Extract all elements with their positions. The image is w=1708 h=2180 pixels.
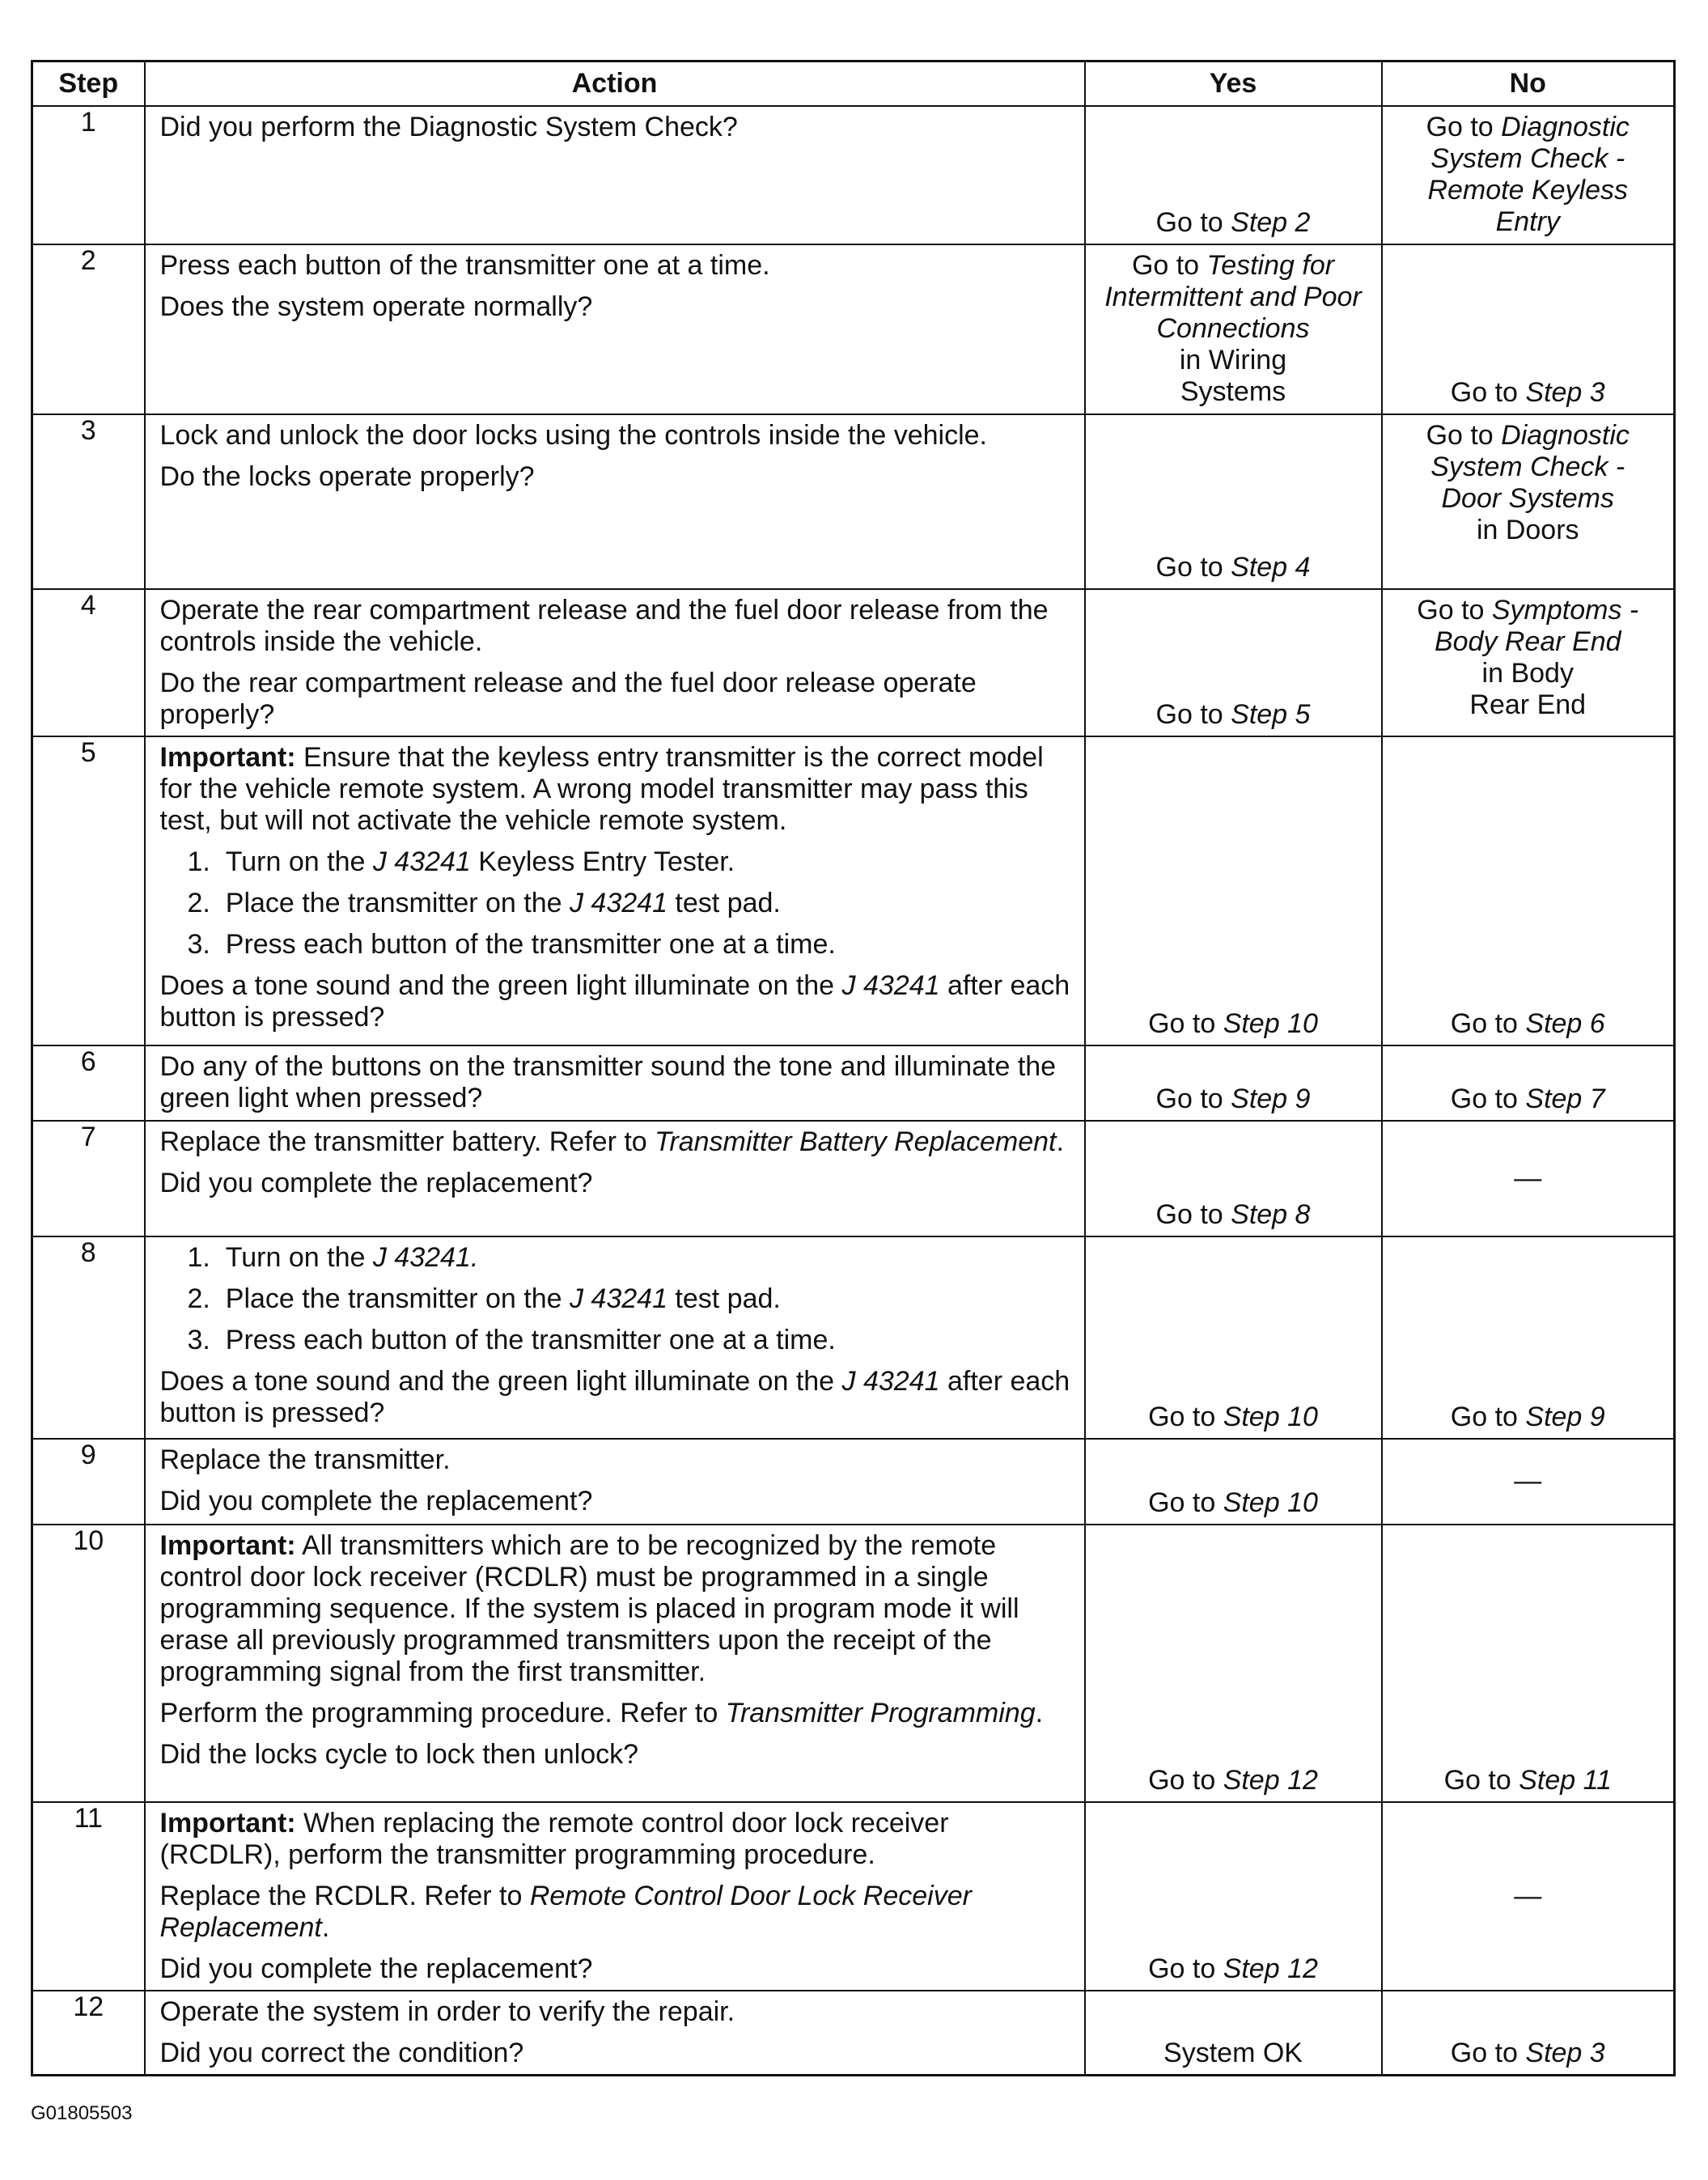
action-question: Do any of the buttons on the transmitter sound the tone and illuminate the green light when pressed?: [159, 1050, 1057, 1113]
no-cell: [1382, 1991, 1675, 2076]
step-number: 5: [32, 736, 145, 1045]
procedure-ref[interactable]: Remote Control Door Lock Receiver Replacement: [159, 1880, 972, 1943]
no-outcome[interactable]: Go to Step 11: [1443, 1764, 1612, 1796]
yes-cell: [1085, 414, 1382, 589]
action-cell: [145, 736, 1085, 1045]
tool-ref[interactable]: J 43241: [841, 1365, 940, 1397]
no-cell: [1382, 736, 1675, 1045]
important-note: Important: All transmitters which are to be recognized by the remote control door lock receiver (RCDLR) must be programmed in a single programming sequence. If the system is placed in program mode it will erase all previously programmed transmitters upon the receipt of the programming signal from the first transmitter.: [159, 1529, 1019, 1687]
yes-outcome[interactable]: Go to Step 10: [1148, 1487, 1318, 1518]
no-outcome[interactable]: Go to Step 6: [1450, 1007, 1605, 1039]
list-item: 1. Turn on the J 43241 Keyless Entry Tester.: [187, 846, 735, 877]
yes-cell: [1085, 1236, 1382, 1439]
action-text: Press each button of the transmitter one at a time.: [159, 249, 770, 281]
no-outcome[interactable]: Go to Diagnostic System Check - Remote Keyless Entry: [1426, 111, 1630, 237]
diagnostic-table: [31, 60, 1676, 2076]
no-cell: [1382, 589, 1675, 736]
yes-outcome[interactable]: Go to Step 10: [1148, 1401, 1318, 1432]
list-item: 3. Press each button of the transmitter one at a time.: [187, 1324, 836, 1355]
yes-outcome[interactable]: Go to Step 8: [1155, 1198, 1311, 1230]
action-cell: [145, 1439, 1085, 1525]
action-question: Does a tone sound and the green light illuminate on the J 43241 after each button is pressed?: [159, 969, 1070, 1033]
step-number: 7: [32, 1121, 145, 1236]
table-row: [32, 414, 1675, 589]
procedure-ref[interactable]: Transmitter Programming: [725, 1697, 1036, 1728]
yes-outcome[interactable]: Go to Testing for Intermittent and Poor Connections in Wiring Systems: [1104, 249, 1362, 407]
no-outcome[interactable]: Go to Step 7: [1450, 1083, 1605, 1114]
no-outcome[interactable]: Go to Symptoms - Body Rear End in Body Rear End: [1417, 594, 1639, 720]
action-cell: [145, 1045, 1085, 1121]
yes-cell: [1085, 1439, 1382, 1525]
step-number: 8: [32, 1236, 145, 1439]
action-question: Did you complete the replacement?: [159, 1485, 593, 1516]
table-row: [32, 736, 1675, 1045]
important-label: Important:: [159, 1529, 296, 1561]
yes-outcome[interactable]: Go to Step 9: [1155, 1083, 1311, 1114]
no-outcome-dash: —: [1514, 1465, 1542, 1496]
action-text: Replace the transmitter.: [159, 1444, 451, 1475]
action-text: Replace the RCDLR. Refer to Remote Control Door Lock Receiver Replacement.: [159, 1880, 972, 1943]
no-cell: [1382, 1802, 1675, 1991]
header-action: Action: [145, 61, 1085, 106]
yes-cell: [1085, 1525, 1382, 1802]
tool-ref[interactable]: J 43241.: [372, 1241, 479, 1273]
procedure-ref[interactable]: Transmitter Battery Replacement: [655, 1126, 1057, 1157]
tool-ref[interactable]: J 43241: [372, 846, 471, 877]
yes-cell: [1085, 589, 1382, 736]
step-number: 3: [32, 414, 145, 589]
no-cell: [1382, 1525, 1675, 1802]
yes-outcome[interactable]: Go to Step 10: [1148, 1007, 1318, 1039]
no-outcome[interactable]: Go to Diagnostic System Check - Door Systems in Doors: [1426, 419, 1630, 545]
important-label: Important:: [159, 741, 296, 773]
yes-outcome[interactable]: Go to Step 12: [1148, 1764, 1318, 1796]
table-row: [32, 244, 1675, 414]
action-cell: [145, 1991, 1085, 2076]
action-question: Did you complete the replacement?: [159, 1953, 593, 1984]
header-no: No: [1382, 61, 1675, 106]
no-cell: [1382, 244, 1675, 414]
action-question: Does a tone sound and the green light illuminate on the J 43241 after each button is pressed?: [159, 1365, 1070, 1428]
no-outcome-dash: —: [1514, 1162, 1542, 1194]
yes-cell: [1085, 1991, 1382, 2076]
no-cell: [1382, 1439, 1675, 1525]
tool-ref[interactable]: J 43241: [569, 1283, 668, 1314]
action-text: Operate the system in order to verify the repair.: [159, 1996, 735, 2027]
yes-outcome[interactable]: Go to Step 12: [1148, 1953, 1318, 1984]
table-row: [32, 1439, 1675, 1525]
action-question: Did the locks cycle to lock then unlock?: [159, 1738, 639, 1770]
important-note: Important: Ensure that the keyless entry transmitter is the correct model for the vehicle remote system. A wrong model transmitter may pass this test, but will not activate the vehicle remote system.: [159, 741, 1044, 836]
action-text: Lock and unlock the door locks using the controls inside the vehicle.: [159, 419, 987, 451]
header-step: Step: [32, 61, 145, 106]
action-cell: [145, 414, 1085, 589]
no-outcome[interactable]: Go to Step 3: [1450, 376, 1605, 408]
list-item: 2. Place the transmitter on the J 43241 test pad.: [187, 887, 781, 918]
action-text: Operate the rear compartment release and the fuel door release from the controls inside the vehicle.: [159, 594, 1049, 657]
action-cell: [145, 1121, 1085, 1236]
action-question: Did you complete the replacement?: [159, 1167, 593, 1198]
yes-cell: [1085, 1121, 1382, 1236]
important-label: Important:: [159, 1807, 296, 1839]
step-number: 1: [32, 106, 145, 244]
header-row: [32, 61, 1675, 106]
yes-outcome[interactable]: System OK: [1163, 2037, 1303, 2068]
tool-ref[interactable]: J 43241: [569, 887, 668, 918]
yes-cell: [1085, 1045, 1382, 1121]
step-number: 6: [32, 1045, 145, 1121]
yes-outcome[interactable]: Go to Step 5: [1155, 698, 1311, 730]
step-number: 11: [32, 1802, 145, 1991]
table-row: [32, 106, 1675, 244]
action-cell: [145, 106, 1085, 244]
step-number: 12: [32, 1991, 145, 2076]
table-row: [32, 1045, 1675, 1121]
yes-cell: [1085, 244, 1382, 414]
list-item: 1. Turn on the J 43241.: [187, 1241, 479, 1273]
important-note: Important: When replacing the remote control door lock receiver (RCDLR), perform the transmitter programming procedure.: [159, 1807, 949, 1870]
no-cell: [1382, 1121, 1675, 1236]
action-question: Did you correct the condition?: [159, 2037, 524, 2068]
yes-cell: [1085, 106, 1382, 244]
table-row: [32, 1236, 1675, 1439]
step-number: 2: [32, 244, 145, 414]
list-item: 3. Press each button of the transmitter one at a time.: [187, 928, 836, 960]
table-row: [32, 1525, 1675, 1802]
action-text: Did you perform the Diagnostic System Check?: [159, 111, 738, 142]
list-item: 2. Place the transmitter on the J 43241 test pad.: [187, 1283, 781, 1314]
table-row: [32, 1991, 1675, 2076]
yes-outcome[interactable]: Go to Step 4: [1155, 551, 1311, 583]
action-question: Do the locks operate properly?: [159, 460, 535, 492]
action-question: Do the rear compartment release and the fuel door release operate properly?: [159, 667, 977, 730]
action-cell: [145, 244, 1085, 414]
step-number: 9: [32, 1439, 145, 1525]
figure-code: G01805503: [31, 2102, 133, 2124]
yes-cell: [1085, 1802, 1382, 1991]
action-question: Does the system operate normally?: [159, 291, 593, 322]
action-text: Perform the programming procedure. Refer to Transmitter Programming.: [159, 1697, 1044, 1728]
step-number: 10: [32, 1525, 145, 1802]
table-row: [32, 1802, 1675, 1991]
no-outcome[interactable]: Go to Step 9: [1450, 1401, 1605, 1432]
no-cell: [1382, 1045, 1675, 1121]
header-yes: Yes: [1085, 61, 1382, 106]
action-cell: [145, 1236, 1085, 1439]
yes-cell: [1085, 736, 1382, 1045]
yes-outcome[interactable]: Go to Step 2: [1155, 206, 1311, 238]
no-cell: [1382, 106, 1675, 244]
action-text: Replace the transmitter battery. Refer to Transmitter Battery Replacement.: [159, 1126, 1064, 1157]
no-outcome-dash: —: [1514, 1880, 1542, 1911]
no-cell: [1382, 1236, 1675, 1439]
table-row: [32, 1121, 1675, 1236]
action-cell: [145, 1525, 1085, 1802]
action-cell: [145, 1802, 1085, 1991]
tool-ref[interactable]: J 43241: [841, 969, 940, 1001]
no-cell: [1382, 414, 1675, 589]
no-outcome[interactable]: Go to Step 3: [1450, 2037, 1605, 2068]
table-row: [32, 589, 1675, 736]
action-cell: [145, 589, 1085, 736]
step-number: 4: [32, 589, 145, 736]
